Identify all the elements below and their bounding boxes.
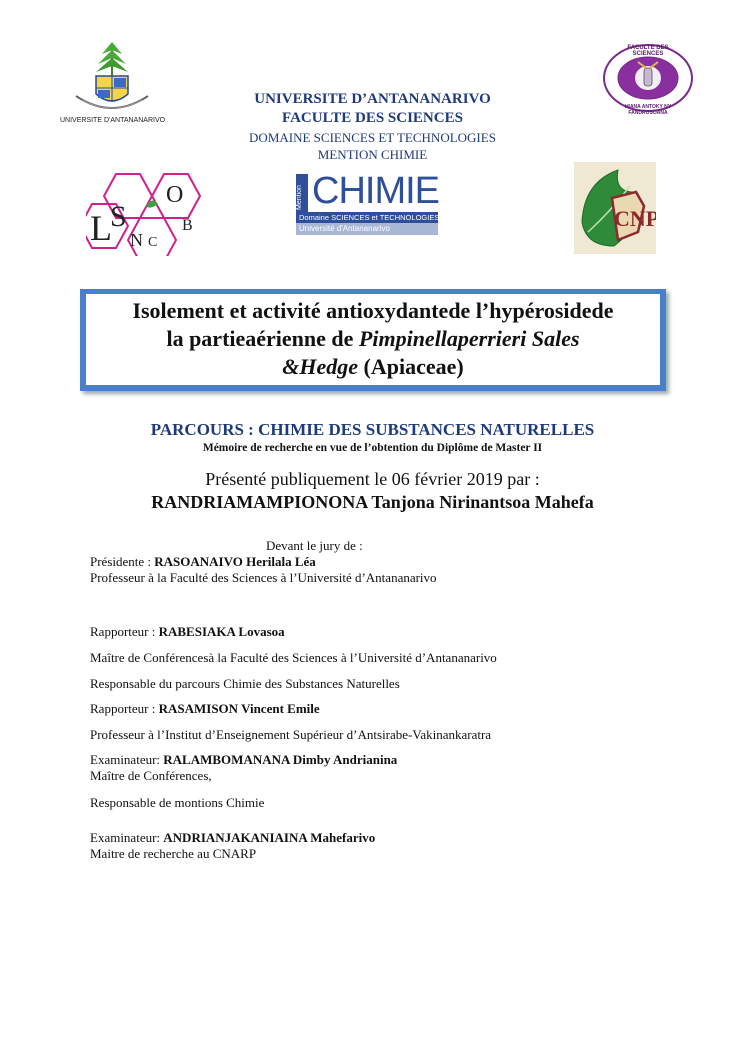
svg-text:O: O (166, 182, 184, 208)
domain-name: DOMAINE SCIENCES ET TECHNOLOGIES (249, 130, 496, 145)
jury-role-label: Examinateur: (90, 752, 164, 767)
cnarp-leaf-icon (574, 162, 656, 254)
svg-text:B: B (182, 217, 193, 234)
jury-examinateur-1-extra: Responsable de montions Chimie (90, 795, 265, 810)
presentation-line: Présenté publiquement le 06 février 2019 par : (205, 469, 540, 489)
jury-examinateur-1 (90, 752, 397, 768)
mention-name: MENTION CHIMIE (317, 147, 428, 162)
jury-examinateur-2 (90, 830, 375, 846)
thesis-title-line1: Isolement et activité antioxydantede l’hypérosidede (132, 298, 614, 323)
jury-rapporteur-2 (90, 701, 320, 717)
thesis-title-line3 (86, 353, 660, 381)
svg-text:CNP: CNP (614, 206, 656, 231)
jury-intro: Devant le jury de : (266, 538, 363, 553)
svg-text:N: N (130, 230, 143, 250)
jury-role-label: Examinateur: (90, 830, 164, 845)
thesis-title-species: Pimpinellaperrieri Sales (358, 326, 580, 351)
jury-rapporteur-2-title: Professeur à l’Institut d’Enseignement Supérieur d’Antsirabe-Vakinankaratra (90, 727, 492, 742)
jury-role-label: Rapporteur : (90, 701, 159, 716)
thesis-title-frame (80, 289, 666, 391)
thesis-title-line2 (86, 325, 660, 353)
jury-member-name: RABESIAKA Lovasoa (158, 624, 285, 639)
memoire-line: Mémoire de recherche en vue de l’obtention du Diplôme de Master II (202, 442, 543, 454)
author-name: RANDRIAMAMPIONONA Tanjona Nirinantsoa Mahefa (151, 492, 594, 512)
chimie-logo-line1: Domaine SCIENCES et TECHNOLOGIES (296, 212, 438, 223)
jury-member-name: RALAMBOMANANA Dimby Andrianina (163, 752, 398, 767)
svg-text:S: S (110, 200, 127, 233)
jury-examinateur-1-title: Maître de Conférences, (90, 768, 212, 783)
svg-text:C: C (148, 235, 158, 250)
lsnob-hexagon-icon (86, 166, 210, 256)
chimie-logo-line2: Université d'Antananarivo (296, 223, 438, 235)
jury-rapporteur-1-extra: Responsable du parcours Chimie des Substances Naturelles (90, 676, 400, 691)
chimie-logo-word: CHIMIE (312, 170, 439, 212)
jury-presidente-title: Professeur à la Faculté des Sciences à l’Université d’Antananarivo (90, 570, 437, 585)
jury-member-name: RASAMISON Vincent Emile (158, 701, 320, 716)
cnarp-logo (574, 162, 656, 254)
jury-member-name: ANDRIANJAKANIAINA Mahefarivo (163, 830, 376, 845)
jury-member-name: RASOANAIVO Herilala Léa (154, 554, 316, 569)
jury-rapporteur-1 (90, 624, 285, 640)
svg-text:L: L (90, 208, 112, 248)
chimie-logo-side: Mention (296, 174, 308, 222)
thesis-title (86, 294, 660, 385)
faculty-name: FACULTE DES SCIENCES (282, 110, 463, 126)
jury-presidente (90, 554, 316, 570)
thesis-title-line2-text: la partieaérienne de (166, 326, 359, 351)
university-logo-caption: UNIVERSITE D'ANTANANARIVO (60, 117, 166, 124)
parcours-heading: PARCOURS : CHIMIE DES SUBSTANCES NATURELLES (150, 420, 595, 439)
chimie-logo (296, 170, 440, 236)
thesis-title-species-author: &Hedge (282, 354, 359, 379)
university-name: UNIVERSITE D’ANTANANARIVO (254, 91, 491, 107)
faculty-logo-motto: HIANA ANTOKY NY FANDROSOANA (624, 104, 672, 116)
jury-examinateur-2-title: Maitre de recherche au CNARP (90, 846, 257, 861)
lsnob-logo (86, 166, 210, 256)
jury-rapporteur-1-title: Maître de Conférencesà la Faculté des Sciences à l’Université d’Antananarivo (90, 650, 497, 665)
jury-role-label: Présidente : (90, 554, 155, 569)
faculty-logo-ring-text: FACULTE DES SCIENCES (627, 45, 669, 57)
jury-role-label: Rapporteur : (90, 624, 159, 639)
thesis-title-family: (Apiaceae) (358, 354, 464, 379)
